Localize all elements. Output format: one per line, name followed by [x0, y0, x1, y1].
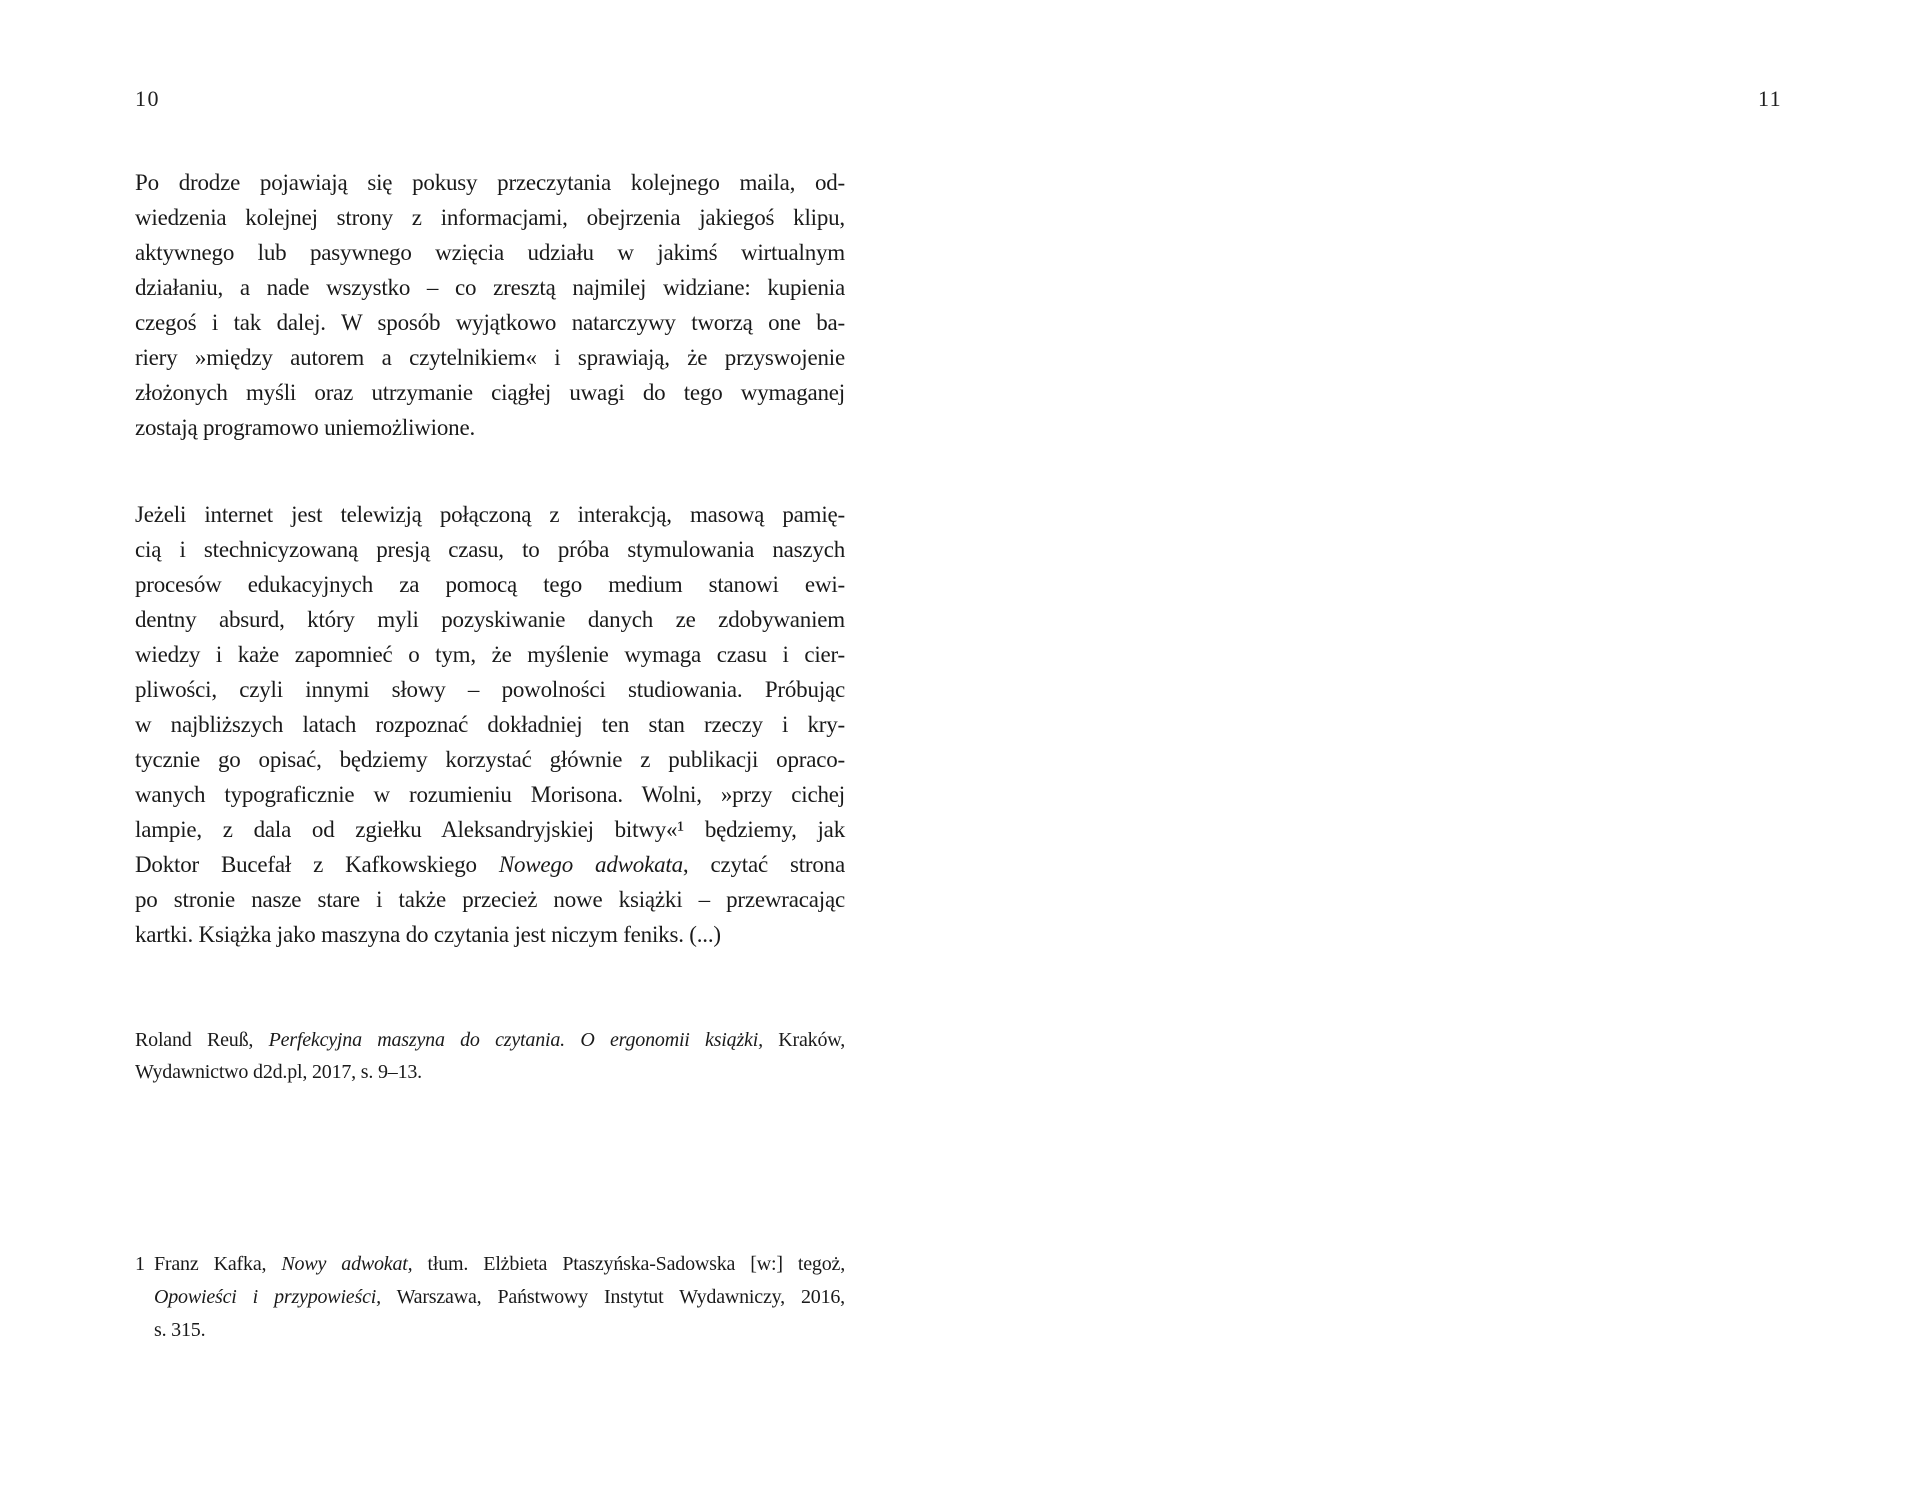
text-line: kartki. Książka jako maszyna do czytania jest niczym feniks. (...)	[135, 922, 721, 947]
text-line: pliwości, czyli innymi słowy – powolności studiowania. Próbując	[135, 677, 845, 702]
text-line-with-footnote-ref: lampie, z dala od zgiełku Aleksandryjskiej bitwy«¹ będziemy, jak	[135, 817, 845, 842]
text-line: wiedzenia kolejnej strony z informacjami, obejrzenia jakiegoś klipu,	[135, 205, 845, 230]
footnote-title-italic: Opowieści i przypowieści,	[154, 1286, 381, 1308]
citation-line: Wydawnictwo d2d.pl, 2017, s. 9–13.	[135, 1061, 422, 1083]
paragraph-2	[135, 497, 845, 952]
text-line: wiedzy i każe zapomnieć o tym, że myślenie wymaga czasu i cier-	[135, 642, 845, 667]
footnote-line	[135, 1248, 846, 1281]
source-citation-block	[135, 1024, 845, 1088]
text-line: aktywnego lub pasywnego wzięcia udziału w jakimś wirtualnym	[135, 240, 845, 265]
paragraph-1	[135, 165, 845, 445]
left-page-number: 10	[135, 86, 160, 111]
text-line: cią i stechnicyzowaną presją czasu, to próba stymulowania naszych	[135, 537, 845, 562]
citation-author: Roland Reuß,	[135, 1029, 269, 1051]
text-segment: tłum. Elżbieta Ptaszyńska-Sadowska [w:] tegoż,	[412, 1253, 846, 1275]
text-line: czegoś i tak dalej. W sposób wyjątkowo natarczywy tworzą one ba-	[135, 310, 845, 335]
text-line: Jeżeli internet jest telewizją połączoną z interakcją, masową pamię-	[135, 502, 845, 527]
text-segment: , czytać strona	[682, 852, 845, 877]
right-page-number: 11	[1758, 86, 1783, 111]
text-line: procesów edukacyjnych za pomocą tego medium stanowi ewi-	[135, 572, 845, 597]
text-line: po stronie nasze stare i także przecież nowe książki – przewracając	[135, 887, 845, 912]
footnote-block	[135, 1248, 845, 1347]
footnote-title-italic: Nowy adwokat,	[281, 1253, 413, 1275]
body-text-block	[135, 165, 845, 952]
text-line: tycznie go opisać, będziemy korzystać głównie z publikacji opraco-	[135, 747, 845, 772]
text-line: riery »między autorem a czytelnikiem« i sprawiają, że przyswojenie	[135, 345, 845, 370]
text-line: zostają programowo uniemożliwione.	[135, 415, 476, 440]
text-segment: Franz Kafka,	[154, 1253, 282, 1275]
text-line: w najbliższych latach rozpoznać dokładniej ten stan rzeczy i kry-	[135, 712, 845, 737]
citation-title-italic: Perfekcyjna maszyna do czytania. O ergonomii książki,	[268, 1029, 763, 1051]
text-line: Po drodze pojawiają się pokusy przeczytania kolejnego maila, od-	[135, 170, 845, 195]
citation-place: Kraków,	[762, 1029, 846, 1051]
citation-line	[135, 1024, 845, 1056]
text-segment: Warszawa, Państwowy Instytut Wydawniczy, 2016,	[380, 1286, 845, 1308]
text-line-with-book-title	[135, 847, 845, 882]
footnote-marker: 1	[135, 1253, 145, 1275]
text-line: złożonych myśli oraz utrzymanie ciągłej uwagi do tego wymaganej	[135, 380, 845, 405]
footnote-line: s. 315.	[154, 1319, 206, 1341]
text-line: wanych typograficznie w rozumieniu Morisona. Wolni, »przy cichej	[135, 782, 845, 807]
text-line: dentny absurd, który myli pozyskiwanie danych ze zdobywaniem	[135, 607, 845, 632]
text-line: działaniu, a nade wszystko – co zresztą najmilej widziane: kupienia	[135, 275, 845, 300]
footnote-line	[154, 1281, 845, 1314]
book-title-italic: Nowego adwokata	[498, 852, 683, 877]
text-segment: Doktor Bucefał z Kafkowskiego	[135, 852, 499, 877]
